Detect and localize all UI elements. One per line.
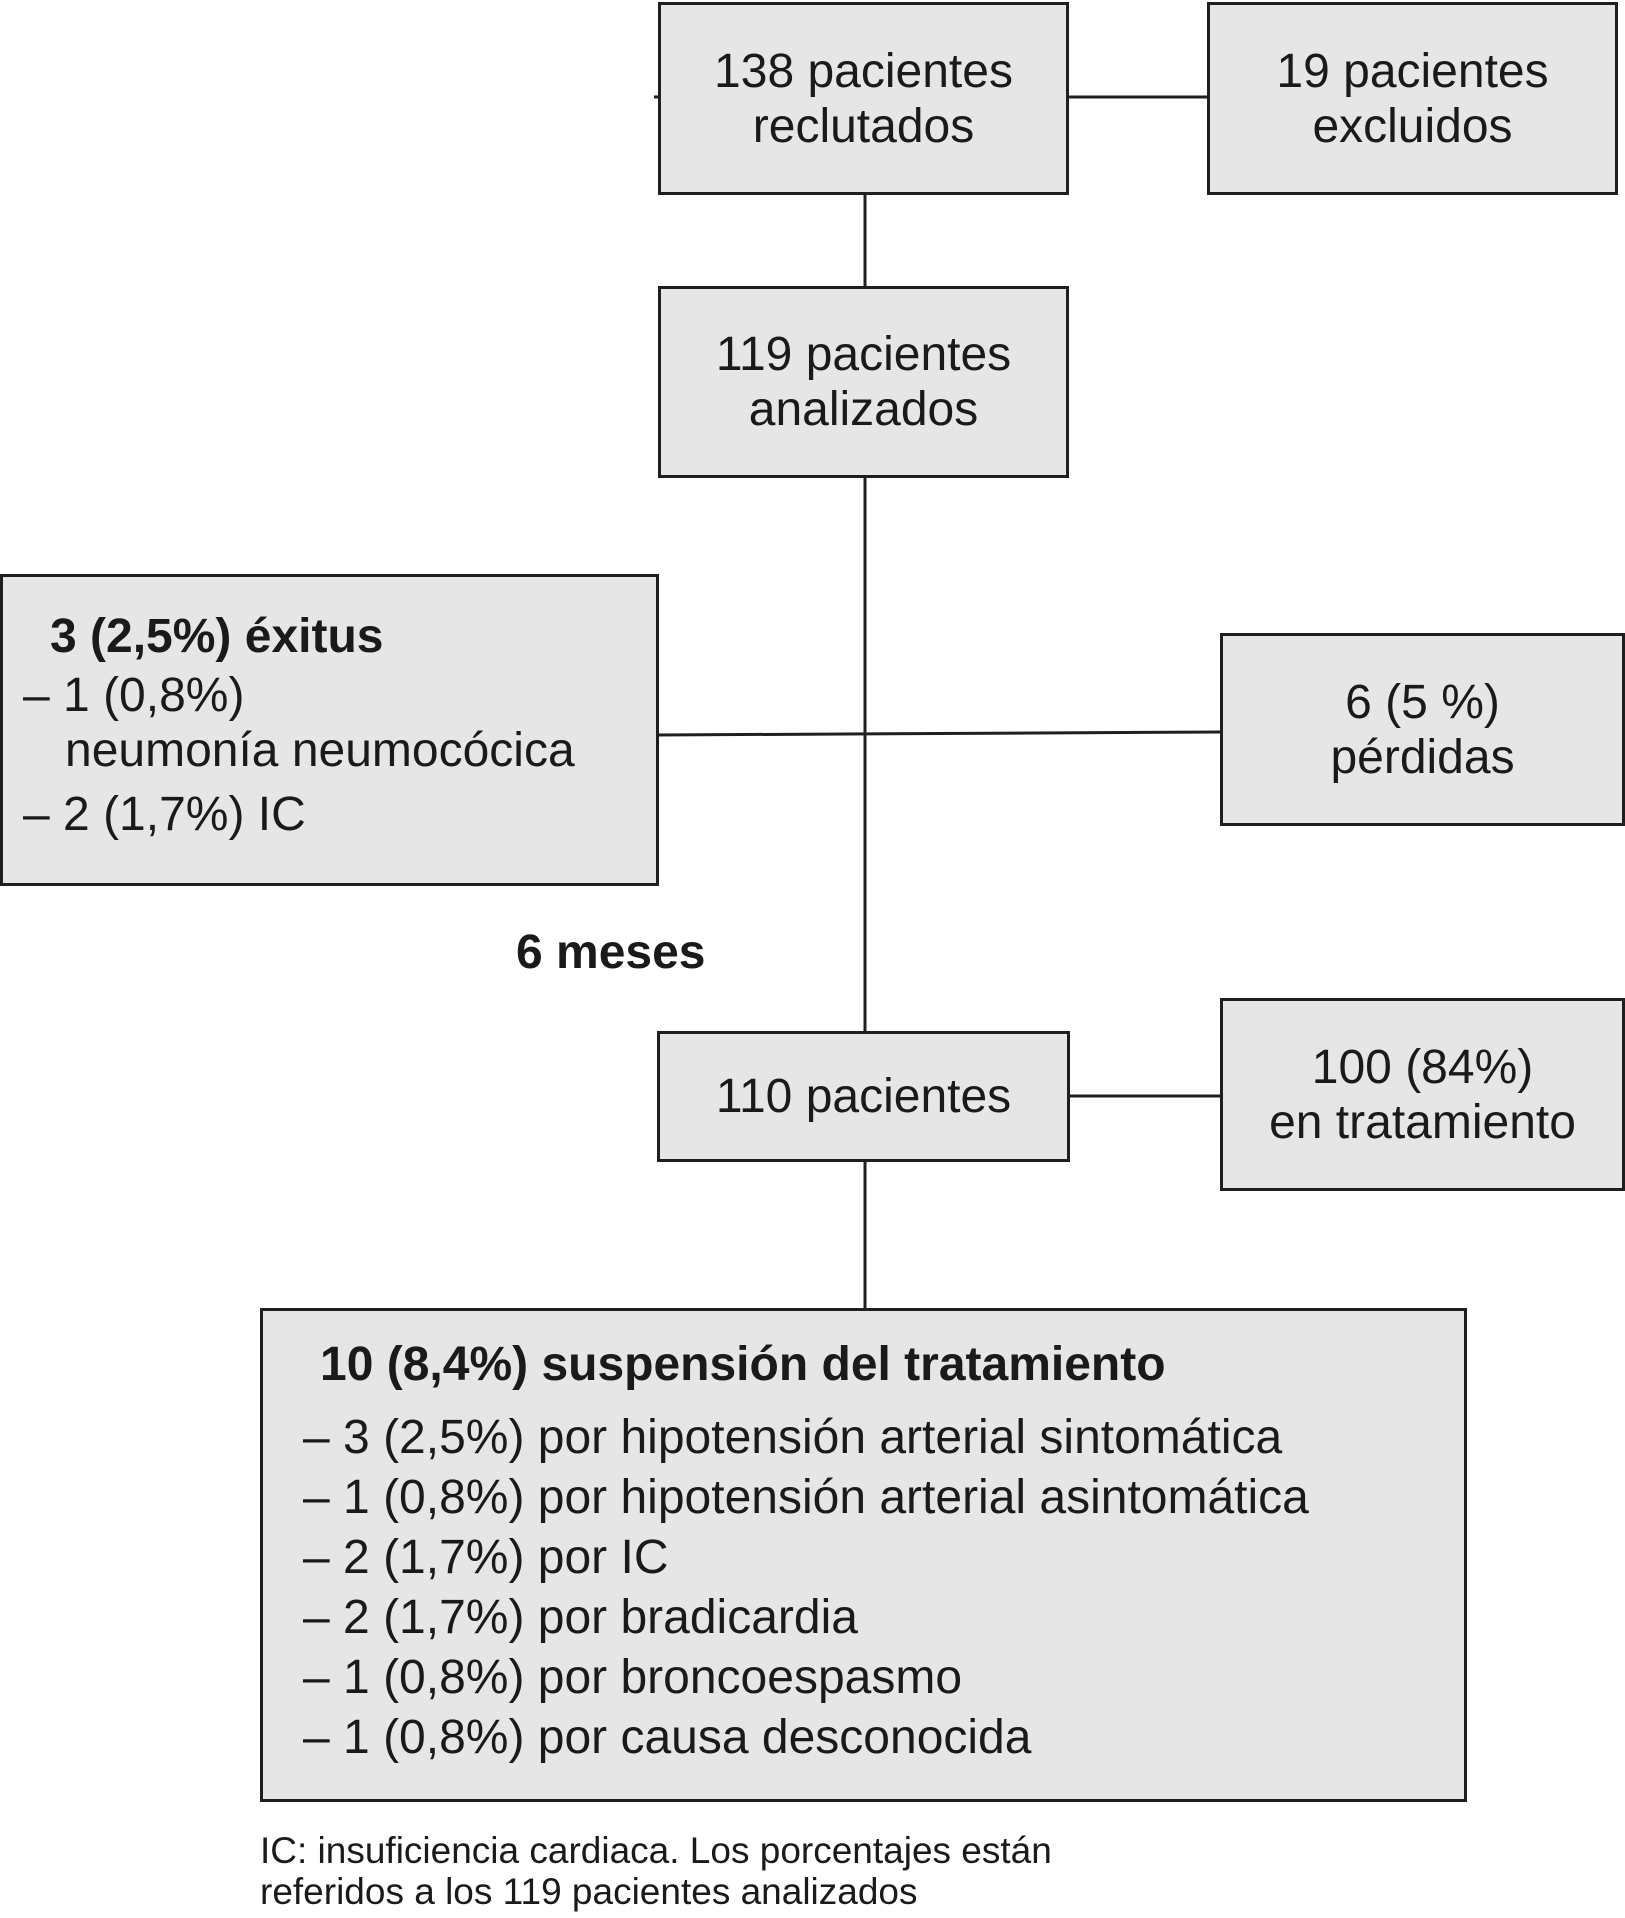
time-label: 6 meses [516,926,706,979]
suspension-item: – 1 (0,8%) por causa desconocida [303,1711,1032,1764]
suspension-item: – 3 (2,5%) por hipotensión arterial sintomática [303,1411,1283,1464]
deaths-item-pneumonia: – 1 (0,8%) [23,669,245,722]
footnote [260,1830,1052,1912]
deaths-item-heart-failure: – 2 (1,7%) IC [23,788,306,841]
followup-box [657,1031,1070,1162]
losses-label: pérdidas [1330,730,1515,784]
losses-box [1220,633,1625,826]
suspension-title: 10 (8,4%) suspensión del tratamiento [320,1338,1166,1391]
suspension-item: – 2 (1,7%) por bradicardia [303,1591,858,1644]
recruited-label: reclutados [752,99,975,153]
deaths-title: 3 (2,5%) éxitus [50,610,384,663]
followup-count: 110 pacientes [715,1070,1012,1123]
deaths-item-pneumonia-cause: neumonía neumocócica [65,724,575,777]
suspension-item: – 2 (1,7%) por IC [303,1531,669,1584]
analyzed-box [658,286,1069,478]
recruited-count: 138 pacientes [714,44,1013,98]
on-treatment-count: 100 (84%) [1311,1040,1534,1094]
analyzed-count: 119 pacientes [715,328,1012,381]
footnote-line-2: referidos a los 119 pacientes analizados [260,1871,918,1912]
excluded-count: 19 pacientes [1276,44,1549,98]
suspension-item: – 1 (0,8%) por broncoespasmo [303,1651,963,1704]
recruited-box [658,2,1069,195]
footnote-line-1: IC: insuficiencia cardiaca. Los porcentajes están [260,1830,1052,1871]
excluded-box [1207,2,1618,195]
analyzed-label: analizados [748,383,979,436]
on-treatment-box [1220,998,1625,1191]
suspension-item: – 1 (0,8%) por hipotensión arterial asintomática [303,1471,1309,1524]
excluded-label: excluidos [1312,99,1513,153]
losses-count: 6 (5 %) [1345,675,1500,729]
suspension-box [260,1308,1467,1802]
on-treatment-label: en tratamiento [1269,1095,1576,1149]
deaths-box [0,574,659,886]
